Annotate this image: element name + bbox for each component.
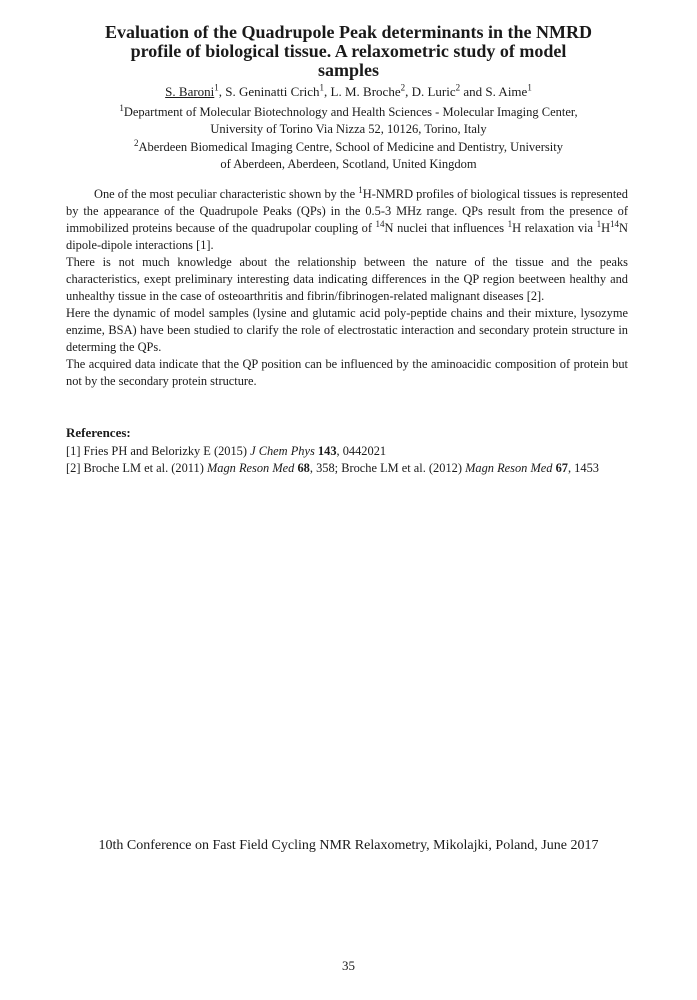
abstract-body: [66, 186, 628, 390]
text-run: [1] Fries PH and Belorizky E (2015): [66, 444, 251, 458]
journal-name: Magn Reson Med: [206, 461, 295, 475]
abstract-paragraph-3: Here the dynamic of model samples (lysine and glutamic acid poly-peptide chains and their mixture, lysozyme enzime, BSA) have been studied to clarify the role of electrostatic interaction and secondary protein structure in determing the QPs.: [66, 306, 628, 354]
text-run: H-NMRD profiles of biological tissues is represented by the appearance of the Quadrupole Peaks (QPs) in the 0.5-3 MHz range. QPs result from the presence of immobilized proteins because of the quadrupolar coupling of: [66, 187, 628, 235]
superscript: 14: [610, 218, 620, 229]
text-run: One of the most peculiar characteristic shown by the: [94, 187, 359, 201]
page-number: 35: [342, 958, 355, 973]
affiliation-2: [40, 139, 657, 173]
author: D. Luric: [411, 84, 456, 99]
author-affil-sup: 1: [527, 82, 532, 93]
superscript: 1: [596, 218, 602, 229]
text-run: , 0442021: [336, 444, 387, 458]
text-run: [2] Broche LM et al. (2011): [66, 461, 207, 475]
abstract-paragraph-4: The acquired data indicate that the QP position can be influenced by the aminoacidic composition of protein but not by the secondary protein structure.: [66, 357, 628, 388]
author-affil-sup: 1: [214, 82, 219, 93]
text-run: H relaxation via: [512, 221, 597, 235]
journal-name: J Chem Phys: [250, 444, 315, 458]
references-heading: References:: [66, 425, 131, 440]
author-list: S. Baroni$^1$, S. Geninatti Crich$^1$, L. M. Broche$^2$, D. Luric$^2$ and S. Aime$^1$: [165, 82, 532, 99]
journal-volume: 67: [555, 461, 568, 475]
paper-title: [40, 23, 657, 80]
abstract-paragraph-2: There is not much knowledge about the relationship between the nature of the tissue and the peaks characteristics, exept preliminary interesting data indicating differences in the QP region beetween healthy and unhealthy tissue in the case of osteoarthritis and fibrin/fibrinogen-related malignant diseases [2].: [66, 255, 628, 303]
superscript: 1: [507, 218, 513, 229]
journal-volume: 68: [297, 461, 310, 475]
journal-name: Magn Reson Med: [465, 461, 553, 475]
reference-item: [66, 460, 628, 477]
text-run: , 358; Broche LM et al. (2012): [309, 461, 466, 475]
affiliation-1: [40, 104, 657, 138]
affil-line: of Aberdeen, Aberdeen, Scotland, United Kingdom: [220, 157, 477, 171]
superscript: 14: [375, 218, 385, 229]
affil-marker: 1: [119, 102, 124, 113]
title-line-2: profile of biological tissue. A relaxometric study of model: [130, 41, 567, 61]
text-run: , 1453: [567, 461, 599, 475]
superscript: 1: [358, 184, 363, 195]
author-affil-sup: 2: [400, 82, 406, 93]
author-presenting: S. Baroni: [165, 84, 215, 99]
references-list: [66, 443, 628, 477]
author-affil-sup: 2: [455, 82, 461, 93]
author: S. Aime: [485, 84, 528, 99]
affil-line: University of Torino Via Nizza 52, 10126, Torino, Italy: [210, 122, 487, 136]
author-conjunction: and: [463, 84, 483, 99]
text-run: H: [601, 221, 611, 235]
abstract-paragraph-1: [66, 186, 628, 254]
conference-footer: 10th Conference on Fast Field Cycling NMR Relaxometry, Mikolajki, Poland, June 2017: [98, 838, 599, 853]
affil-line: Department of Molecular Biotechnology and Health Sciences - Molecular Imaging Center,: [123, 105, 578, 119]
affil-line: Aberdeen Biomedical Imaging Centre, School of Medicine and Dentistry, University: [138, 140, 563, 154]
author: L. M. Broche: [330, 84, 401, 99]
author: S. Geninatti Crich: [225, 84, 320, 99]
text-run: N dipole-dipole interactions [1].: [66, 221, 628, 252]
affil-marker: 2: [134, 137, 139, 148]
author-affil-sup: 1: [319, 82, 325, 93]
journal-volume: 143: [317, 444, 337, 458]
title-line-3: samples: [317, 60, 379, 80]
title-line-1: Evaluation of the Quadrupole Peak determinants in the NMRD: [104, 22, 592, 42]
reference-item: [66, 443, 628, 460]
text-run: N nuclei that influences: [384, 221, 508, 235]
